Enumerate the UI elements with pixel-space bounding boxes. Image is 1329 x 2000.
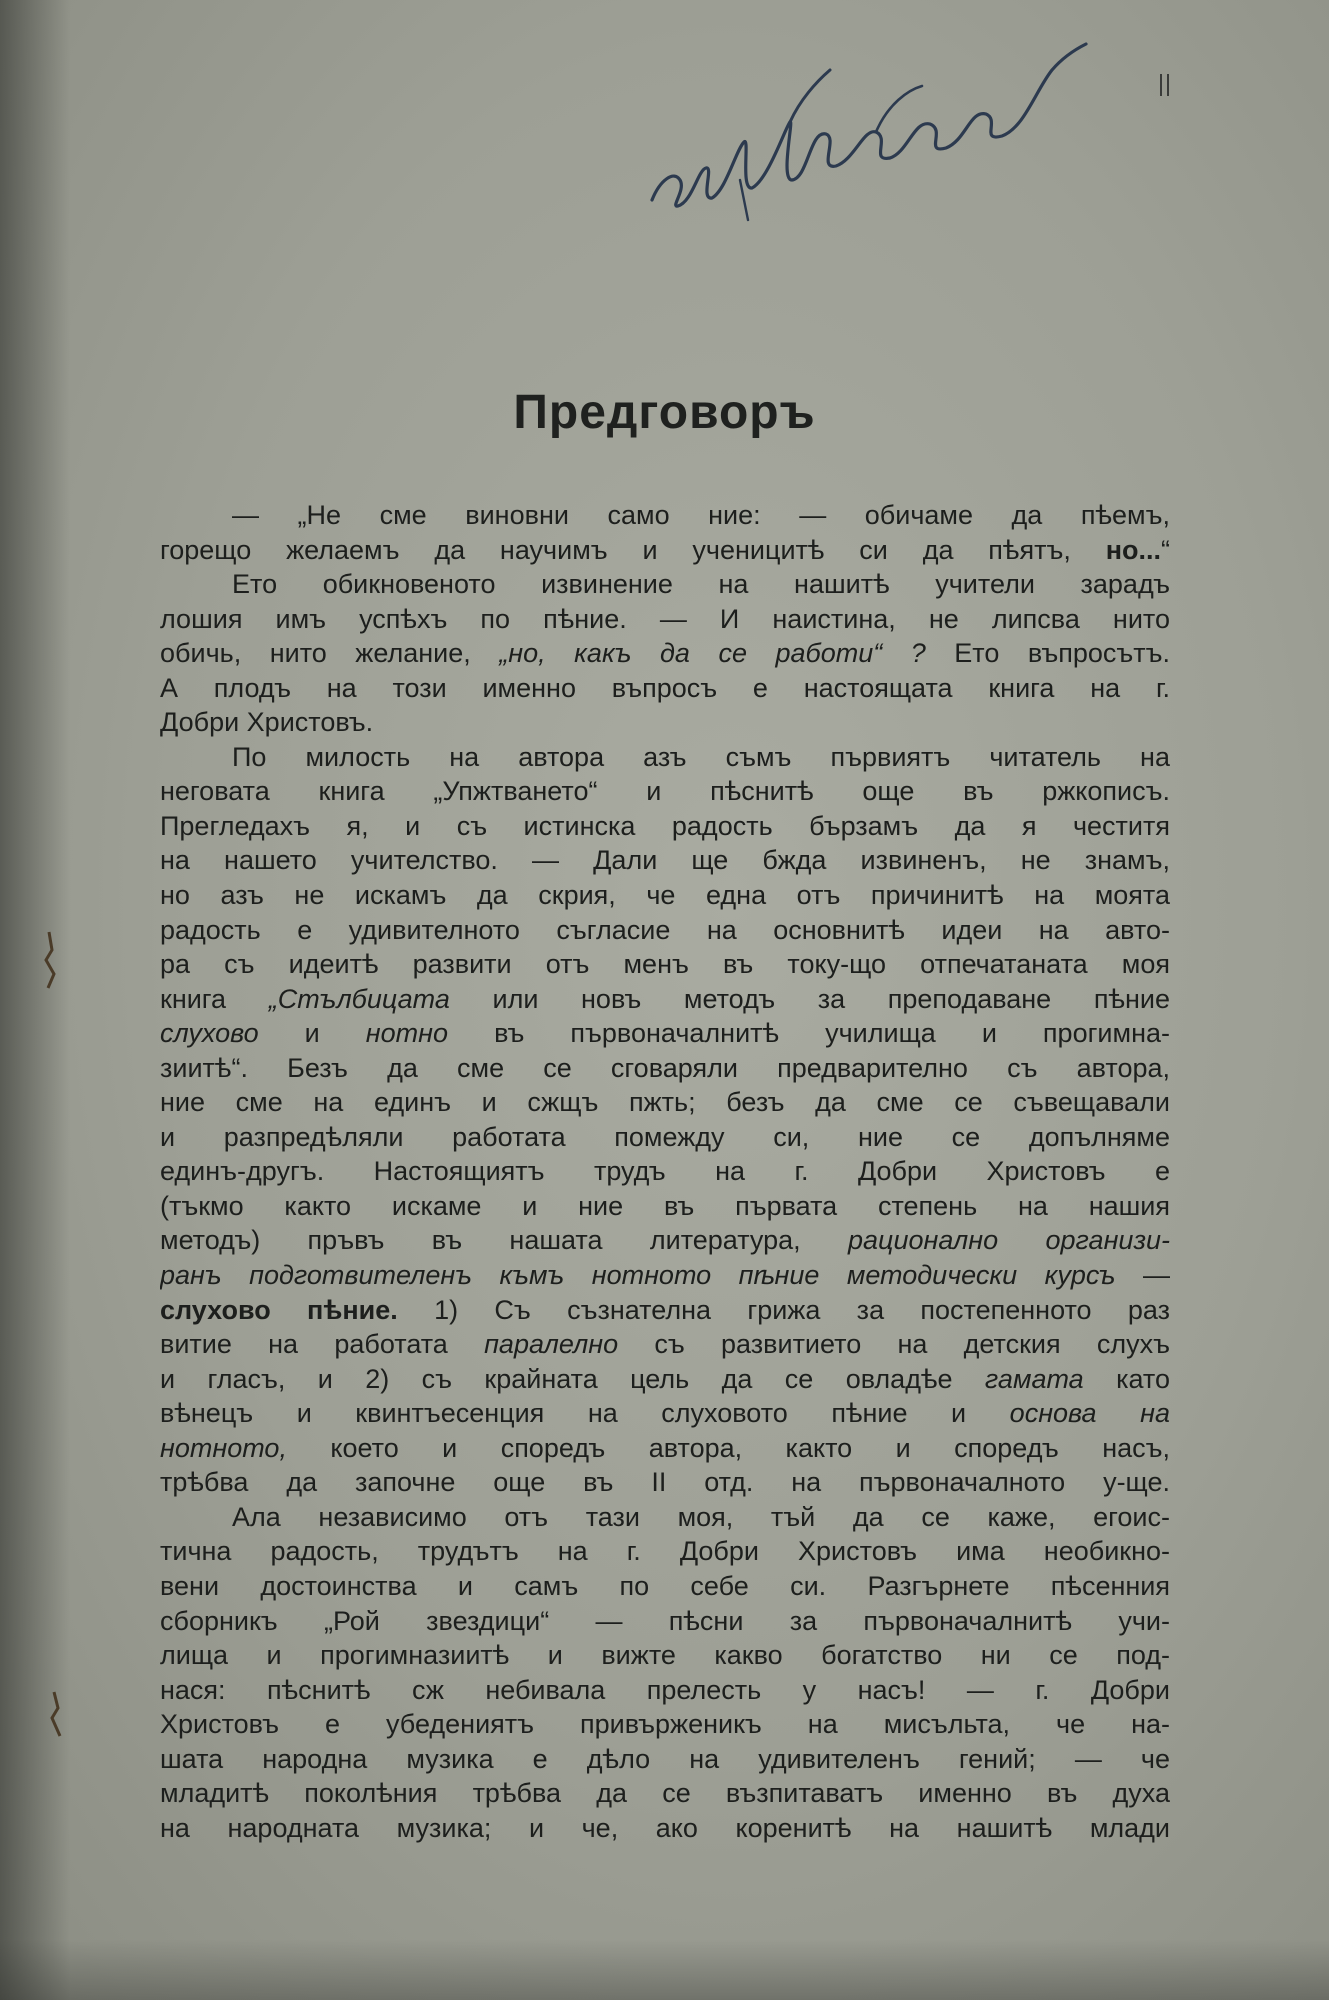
text-line: лошия имъ успѣхъ по пѣние. — И наистина, не липсва нито: [160, 603, 1170, 634]
text-line: единъ-другъ. Настоящиятъ трудъ на г. Добри Христовъ е: [160, 1156, 1170, 1187]
text-line: ние сме на единъ и сжщъ пжть; безъ да сме се съвещавали: [160, 1087, 1170, 1118]
margin-tick-mark: [1158, 70, 1172, 100]
text-line: неговата книга „Упжтването“ и пѣснитѣ още въ ржкописъ.: [160, 776, 1170, 807]
text-line: ра съ идеитѣ развити отъ менъ въ току-що отпечатаната моя: [160, 949, 1170, 980]
text-line: радость е удивителното съгласие на основнитѣ идеи на авто-: [160, 914, 1170, 945]
text-line: Добри Христовъ.: [160, 707, 374, 738]
margin-stain: [38, 930, 60, 990]
body-text: [160, 498, 1170, 1845]
text-line: Христовъ е убедениятъ привърженикъ на мисъльта, че на-: [160, 1709, 1170, 1740]
text-line: вени достоинства и самъ по себе си. Разгърнете пѣсенния: [160, 1570, 1170, 1601]
text-line: Ето обикновеното извинение на нашитѣ учители зарадъ: [232, 569, 1170, 600]
text-line: нася: пѣснитѣ сж небивала прелесть у насъ! — г. Добри: [160, 1674, 1170, 1705]
text-line: обичь, нито желание, „но, какъ да се работи“ ? Ето въпросътъ.: [160, 638, 1170, 669]
text-line: — „Не сме виновни само ние: — обичаме да пѣемъ,: [232, 500, 1170, 530]
text-line: витие на работата паралелно съ развитието на детския слухъ: [160, 1329, 1170, 1360]
text-line: Прегледахъ я, и съ истинска радость бързамъ да я честитя: [160, 810, 1170, 841]
text-line: на нашето учителство. — Дали ще бжда извиненъ, не знамъ,: [160, 845, 1170, 876]
text-line: По милость на автора азъ съмъ първиятъ читатель на: [232, 741, 1170, 772]
text-line: вѣнецъ и квинтъесенция на слуховото пѣние и основа на: [160, 1398, 1170, 1429]
text-line: тична радость, трудътъ на г. Добри Христовъ има необикно-: [160, 1536, 1170, 1567]
text-line: и гласъ, и 2) съ крайната цель да се овладѣе гамата като: [160, 1363, 1170, 1394]
text-line: слухово и нотно въ първоначалнитѣ училища и прогимна-: [160, 1018, 1170, 1049]
bottom-edge-shadow: [0, 1940, 1329, 2000]
text-line: на народната музика; и че, ако коренитѣ на нашитѣ млади: [160, 1812, 1170, 1843]
text-line: но азъ не искамъ да скрия, че една отъ причинитѣ на моята: [160, 880, 1170, 911]
text-line: нотното, което и споредъ автора, както и споредъ насъ,: [160, 1432, 1170, 1463]
text-line: книга „Стълбицата или новъ методъ за преподаване пѣние: [160, 983, 1170, 1014]
text-line: сборникъ „Рой звездици“ — пѣсни за първоначалнитѣ учи-: [160, 1605, 1170, 1636]
text-line: горещо желаемъ да научимъ и ученицитѣ си да пѣятъ, но...“: [160, 534, 1170, 565]
text-line: лища и прогимназиитѣ и вижте какво богатство ни се под-: [160, 1640, 1170, 1671]
text-line: (тъкмо както искаме и ние въ първата степень на нашия: [160, 1190, 1170, 1221]
text-line: трѣбва да започне още въ II отд. на първоначалното у-ще.: [160, 1467, 1170, 1498]
text-line: младитѣ поколѣния трѣбва да се възпитаватъ именно въ духа: [160, 1778, 1170, 1809]
page-title: Предговоръ: [513, 386, 816, 439]
text-line: и разпредѣляли работата помежду си, ние се допълняме: [160, 1121, 1170, 1152]
text-line: зиитѣ“. Безъ да сме се сговаряли предварително съ автора,: [160, 1052, 1170, 1083]
text-line: Ала независимо отъ тази моя, тъй да се каже, егоис-: [232, 1501, 1170, 1532]
handwritten-signature: [640, 30, 1120, 250]
text-line: шата народна музика е дѣло на удивителенъ гений; — че: [160, 1743, 1170, 1774]
text-line: слухово пѣние. 1) Съ съзнателна грижа за постепенното раз: [160, 1294, 1170, 1325]
margin-stain: [46, 1690, 68, 1750]
text-line: ранъ подготвителенъ къмъ нотното пѣние методически курсъ —: [160, 1260, 1170, 1291]
text-line: А плодъ на този именно въпросъ е настоящата книга на г.: [160, 672, 1170, 703]
text-line: методъ) пръвъ въ нашата литература, рационално организи-: [160, 1225, 1170, 1256]
